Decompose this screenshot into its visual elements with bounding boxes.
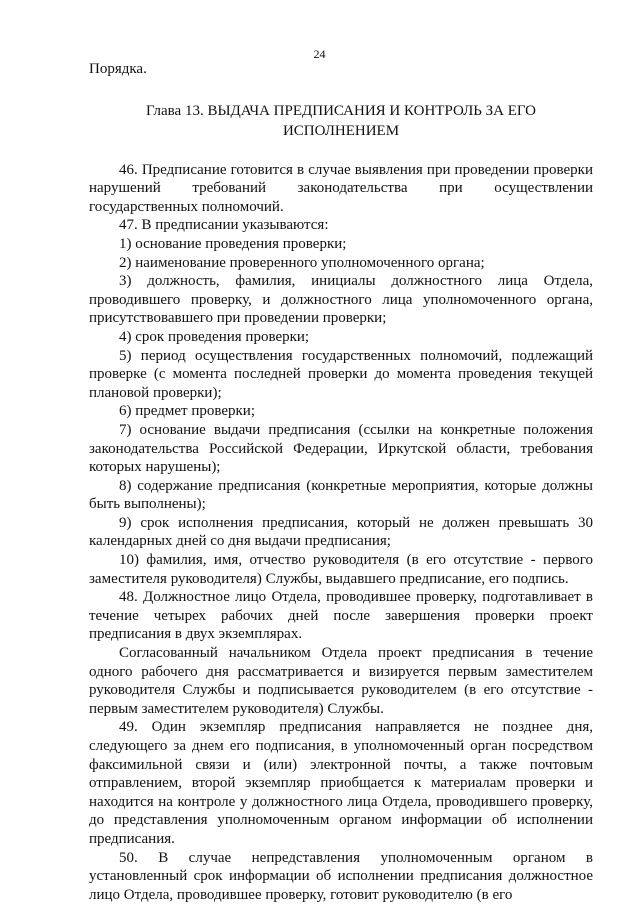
chapter-title-line-1: Глава 13. ВЫДАЧА ПРЕДПИСАНИЯ И КОНТРОЛЬ ЗА ЕГО	[145, 102, 536, 119]
paragraph-47: 47. В предписании указываются:	[119, 217, 329, 234]
paragraph-46: 46. Предписание готовится в случае выявления при проведении проверки нарушений требований законодательства при осуществлении государственных полномочий.	[89, 161, 593, 215]
list-item-2: 2) наименование проверенного уполномоченного органа;	[119, 254, 485, 271]
list-item-4: 4) срок проведения проверки;	[119, 328, 310, 345]
list-item-5: 5) период осуществления государственных полномочий, подлежащий проверке (с момента последней проверки до момента проведения текущей плановой проверки);	[89, 347, 593, 401]
list-item-10: 10) фамилия, имя, отчество руководителя (в его отсутствие - первого заместителя руководителя) Службы, выдавшего предписание, его подпись.	[89, 552, 593, 587]
chapter-title	[89, 101, 593, 141]
list-item-1: 1) основание проведения проверки;	[119, 235, 347, 252]
paragraph-48-approval: Согласованный начальником Отдела проект предписания в течение одного рабочего дня рассматривается и визируется первым заместителем руководителя Службы и подписывается руководителем (в его отсутствие - первым заместителем руководителя) Службы.	[89, 645, 593, 717]
continuation-text: Порядка.	[89, 61, 147, 77]
document-body	[89, 60, 593, 904]
paragraph-50: 50. В случае непредставления уполномоченным органом в установленный срок информации об исполнении предписания должностное лицо Отдела, проводившее проверку, готовит руководителю (в его	[89, 849, 593, 903]
list-item-9: 9) срок исполнения предписания, который не должен превышать 30 календарных дней со дня выдачи предписания;	[89, 514, 593, 550]
paragraph-49: 49. Один экземпляр предписания направляется не позднее дня, следующего за днем его подписания, в уполномоченный орган посредством факсимильной связи и (или) электронной почты, а также почтовым отправлением, второй экземпляр приобщается к материалам проверки и находится на контроле у должностного лица Отдела, проводившего проверку, до представления уполномоченным органом информации об исполнении предписания.	[89, 719, 593, 847]
list-item-8: 8) содержание предписания (конкретные мероприятия, которые должны быть выполнены);	[89, 477, 593, 513]
paragraph-48: 48. Должностное лицо Отдела, проводившее проверку, подготавливает в течение четырех рабочих дней после завершения проверки проект предписания в двух экземплярах.	[89, 589, 593, 643]
list-item-7: 7) основание выдачи предписания (ссылки на конкретные положения законодательства Российской Федерации, Иркутской области, требования которых нарушены);	[89, 421, 593, 476]
list-item-6: 6) предмет проверки;	[119, 403, 255, 420]
chapter-title-line-2: ИСПОЛНЕНИЕМ	[282, 122, 400, 139]
list-item-3: 3) должность, фамилия, инициалы должностного лица Отдела, проводившего проверку, и должностного лица уполномоченного органа, присутствовавшего при проведении проверки;	[89, 273, 593, 327]
page-number: 24	[313, 47, 326, 61]
